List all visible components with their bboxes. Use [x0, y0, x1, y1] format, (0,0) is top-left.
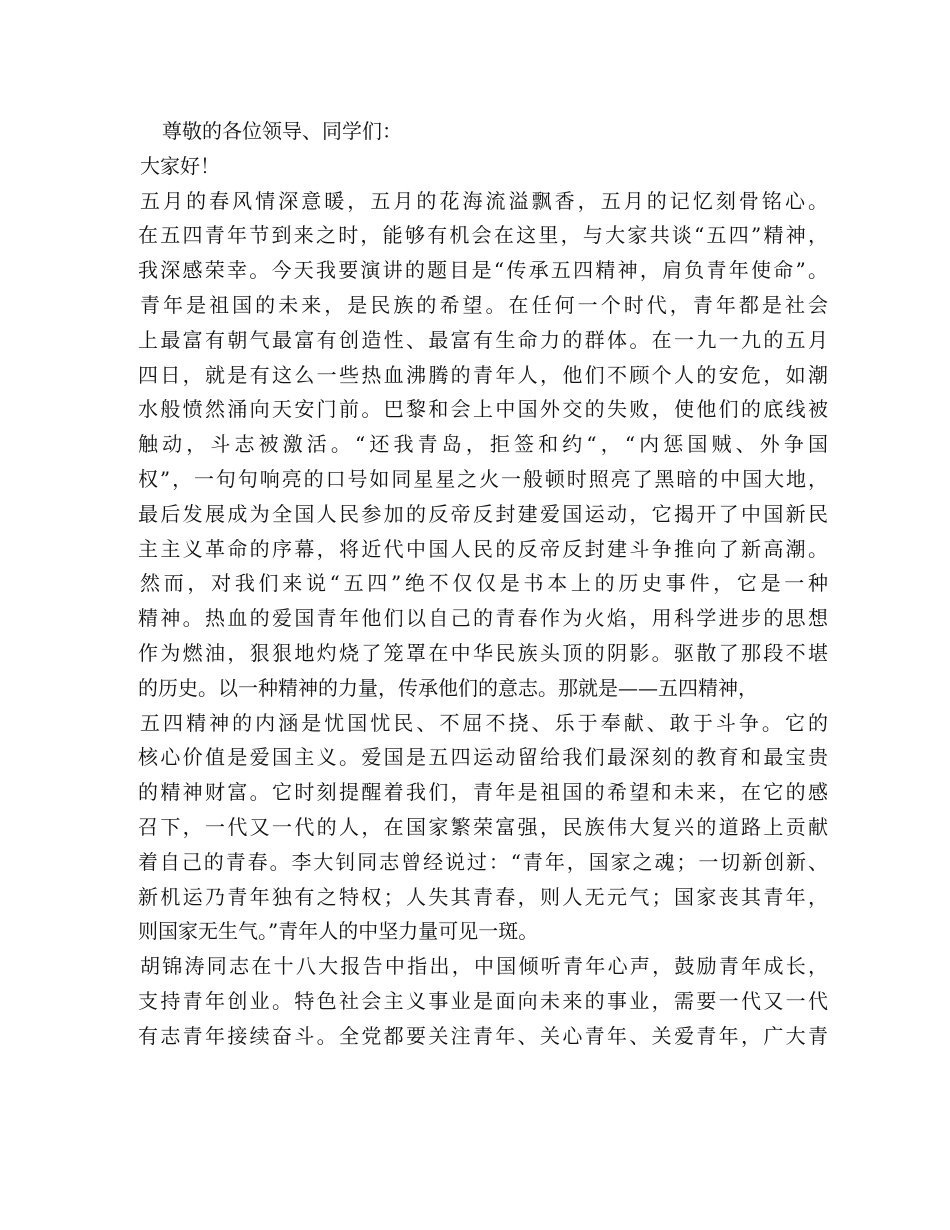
text-line: 青年是祖国的未来，是民族的希望。在任何一个时代，青年都是社会 — [140, 292, 828, 317]
text-line: 五月的春风情深意暖，五月的花海流溢飘香，五月的记忆刻骨铭心。 — [140, 188, 828, 213]
text-line: 上最富有朝气最富有创造性、最富有生命力的群体。在一九一九的五月 — [138, 327, 828, 352]
text-line: 五四精神的内涵是忧国忧民、不屈不挠、乐于奉献、敢于斗争。它的 — [140, 710, 828, 735]
text-line: 四日，就是有这么一些热血沸腾的青年人，他们不顾个人的安危，如潮 — [138, 362, 828, 387]
text-line: 最后发展成为全国人民参加的反帝反封建爱国运动，它揭开了中国新民 — [138, 501, 828, 526]
text-line: 权”，一句句响亮的口号如同星星之火一般顿时照亮了黑暗的中国大地， — [138, 466, 828, 491]
text-line: 的历史。以一种精神的力量，传承他们的意志。那就是——五四精神， — [138, 675, 758, 700]
text-line: 召下，一代又一代的人，在国家繁荣富强，民族伟大复兴的道路上贡献 — [138, 814, 828, 839]
text-line: 的精神财富。它时刻提醒着我们，青年是祖国的希望和未来，在它的感 — [138, 780, 828, 805]
text-line: 作为燃油，狠狠地灼烧了笼罩在中华民族头顶的阴影。驱散了那段不堪 — [138, 640, 828, 665]
text-line: 我深感荣幸。今天我要演讲的题目是“传承五四精神，肩负青年使命”。 — [138, 258, 828, 283]
text-line: 有志青年接续奋斗。全党都要关注青年、关心青年、关爱青年，广大青 — [138, 1023, 828, 1048]
text-line: 然而，对我们来说“五四”绝不仅仅是书本上的历史事件，它是一种 — [140, 571, 828, 596]
text-line: 则国家无生气。”青年人的中坚力量可见一斑。 — [138, 919, 539, 944]
text-line: 核心价值是爱国主义。爱国是五四运动留给我们最深刻的教育和最宝贵 — [138, 745, 828, 770]
text-line: 大家好！ — [140, 153, 220, 178]
document-body — [138, 114, 828, 1054]
text-line: 支持青年创业。特色社会主义事业是面向未来的事业，需要一代又一代 — [138, 988, 828, 1013]
text-line: 精神。热血的爱国青年他们以自己的青春作为火焰，用科学进步的思想 — [138, 606, 828, 631]
text-line: 水般愤然涌向天安门前。巴黎和会上中国外交的失败，使他们的底线被 — [138, 397, 828, 422]
text-line: 在五四青年节到来之时，能够有机会在这里，与大家共谈“五四”精神， — [138, 223, 828, 248]
text-line: 触动，斗志被激活。“还我青岛，拒签和约“，“内惩国贼、外争国 — [138, 432, 828, 457]
text-line: 着自己的青春。李大钊同志曾经说过：“青年，国家之魂；一切新创新、 — [138, 849, 828, 874]
text-line: 胡锦涛同志在十八大报告中指出，中国倾听青年心声，鼓励青年成长， — [140, 954, 828, 979]
text-line: 主主义革命的序幕，将近代中国人民的反帝反封建斗争推向了新高潮。 — [138, 536, 828, 561]
text-line: 尊敬的各位领导、同学们： — [162, 119, 402, 143]
text-line: 新机运乃青年独有之特权；人失其青春，则人无元气；国家丧其青年， — [138, 884, 828, 909]
